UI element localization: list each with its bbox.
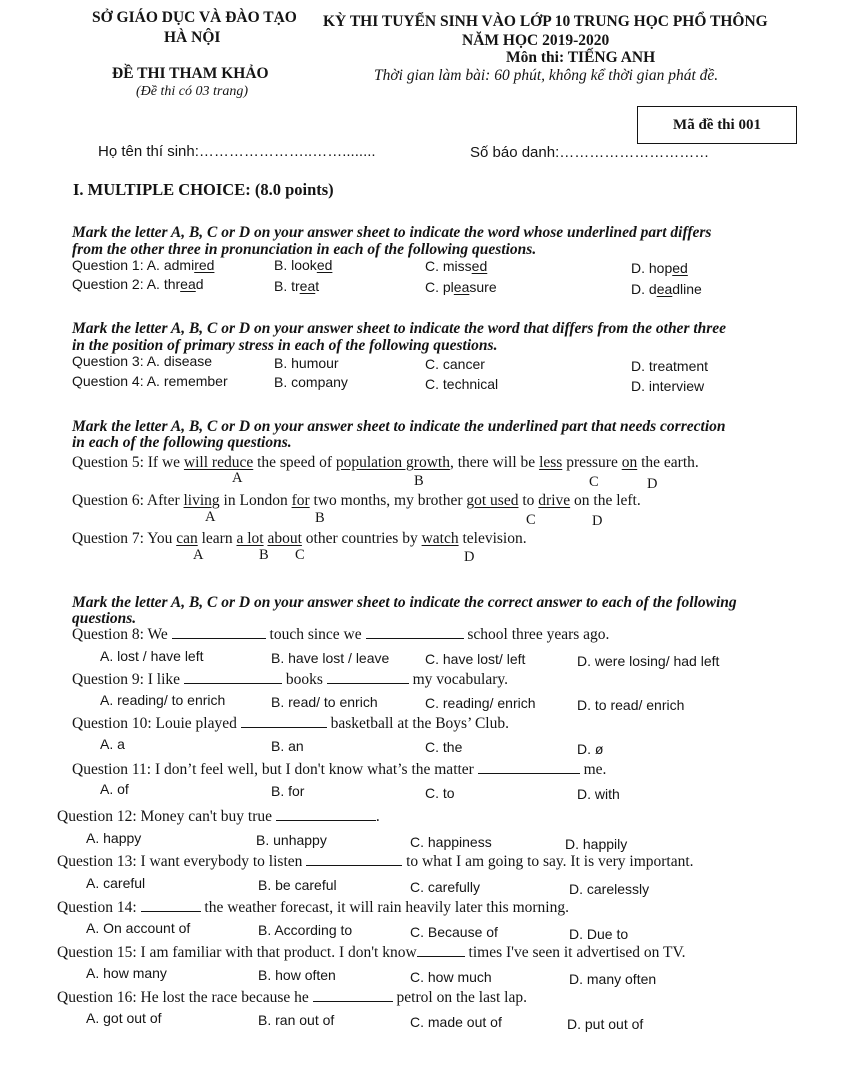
q10-option-b: B. an [271, 738, 304, 754]
q15-option-d: D. many often [569, 971, 657, 987]
q5-letter-b: B [414, 473, 424, 489]
q12-option-b: B. unhappy [256, 832, 327, 848]
school-year: NĂM HỌC 2019-2020 [462, 32, 610, 49]
q4-option-b: B. company [274, 374, 348, 390]
department-city: HÀ NỘI [164, 29, 221, 46]
q5-letter-c: C [589, 474, 599, 490]
q14-option-c: C. Because of [410, 924, 498, 940]
q11-option-a: A. of [100, 781, 129, 797]
q10-option-c: C. the [425, 739, 463, 755]
question-5: Question 5: If we will reduce the speed of population growth, there will be less pressure on the earth. [72, 454, 699, 471]
q7-letter-d: D [464, 549, 475, 565]
q13-option-b: B. be careful [258, 877, 337, 893]
q13-option-d: D. carelessly [569, 881, 650, 897]
q11-option-b: B. for [271, 783, 305, 799]
question-14: Question 14: the weather forecast, it will rain heavily later this morning. [57, 899, 569, 916]
q15-option-b: B. how often [258, 967, 336, 983]
time-note: Thời gian làm bài: 60 phút, không kể thời gian phát đề. [374, 67, 719, 84]
instruction-stress-line2: in the position of primary stress in each of the following questions. [72, 337, 498, 354]
q7-letter-a: A [193, 547, 204, 563]
q1-option-b: B. looked [274, 257, 333, 273]
q8-option-d: D. were losing/ had left [577, 653, 720, 669]
q1-option-c: C. missed [425, 258, 488, 274]
q13-option-a: A. careful [86, 875, 146, 891]
q10-option-a: A. a [100, 736, 125, 752]
q8-option-a: A. lost / have left [100, 648, 204, 664]
exam-code: Mã đề thi 001 [673, 116, 761, 133]
exam-title: KỲ THI TUYỂN SINH VÀO LỚP 10 TRUNG HỌC PHỔ THÔNG [323, 13, 768, 30]
q9-option-b: B. read/ to enrich [271, 694, 378, 710]
q7-letter-b: B [259, 547, 269, 563]
q15-option-c: C. how much [410, 969, 492, 985]
q9-option-d: D. to read/ enrich [577, 697, 685, 713]
q11-option-d: D. with [577, 786, 620, 802]
question-6: Question 6: After living in London for two months, my brother got used to drive on the left. [72, 492, 641, 509]
q14-option-b: B. According to [258, 922, 353, 938]
instruction-answer-line2: questions. [72, 610, 137, 627]
q2-option-c: C. pleasure [425, 279, 497, 295]
section-title: I. MULTIPLE CHOICE: (8.0 points) [73, 180, 334, 199]
question-3: Question 3: A. disease [72, 353, 213, 369]
q12-option-c: C. happiness [410, 834, 492, 850]
q13-option-c: C. carefully [410, 879, 481, 895]
q1-option-d: D. hoped [631, 260, 688, 276]
q2-option-b: B. treat [274, 278, 320, 294]
question-13: Question 13: I want everybody to listen to what I am going to say. It is very important. [57, 853, 694, 870]
instruction-pronunciation-line2: from the other three in pronunciation in each of the following questions. [72, 241, 537, 258]
reference-exam-label: ĐỀ THI THAM KHẢO [112, 65, 269, 82]
q6-letter-c: C [526, 512, 536, 528]
q14-option-a: A. On account of [86, 920, 191, 936]
candidate-id-field: Số báo danh:………………………… [470, 144, 710, 161]
exam-code-box [637, 106, 797, 144]
q8-option-c: C. have lost/ left [425, 651, 526, 667]
q6-letter-b: B [315, 510, 325, 526]
question-4: Question 4: A. remember [72, 373, 228, 389]
question-10: Question 10: Louie played basketball at the Boys’ Club. [72, 715, 509, 732]
question-2: Question 2: A. thread [72, 276, 204, 292]
q11-option-c: C. to [425, 785, 455, 801]
q9-option-a: A. reading/ to enrich [100, 692, 226, 708]
instruction-pronunciation-line1: Mark the letter A, B, C or D on your answer sheet to indicate the word whose underlined part differs [72, 224, 712, 241]
q2-option-d: D. deadline [631, 281, 702, 297]
question-8: Question 8: We touch since we school three years ago. [72, 626, 610, 643]
q5-letter-a: A [232, 470, 243, 486]
q8-option-b: B. have lost / leave [271, 650, 390, 666]
q15-option-a: A. how many [86, 965, 167, 981]
department-name: SỞ GIÁO DỤC VÀ ĐÀO TẠO [92, 9, 297, 26]
page-count-note: (Đề thi có 03 trang) [136, 84, 248, 99]
q4-option-c: C. technical [425, 376, 499, 392]
q16-option-a: A. got out of [86, 1010, 162, 1026]
q16-option-d: D. put out of [567, 1016, 644, 1032]
q7-letter-c: C [295, 547, 305, 563]
q6-letter-a: A [205, 509, 216, 525]
q3-option-d: D. treatment [631, 358, 709, 374]
question-7: Question 7: You can learn a lot about other countries by watch television. [72, 530, 527, 547]
q14-option-d: D. Due to [569, 926, 629, 942]
instruction-stress-line1: Mark the letter A, B, C or D on your answer sheet to indicate the word that differs from the other three [72, 320, 727, 337]
q12-option-a: A. happy [86, 830, 142, 846]
instruction-correction-line2: in each of the following questions. [72, 434, 292, 451]
candidate-name-field: Họ tên thí sinh:…………………..……........ [98, 143, 376, 160]
subject: Môn thi: TIẾNG ANH [506, 49, 656, 66]
q6-letter-d: D [592, 513, 603, 529]
q3-option-c: C. cancer [425, 356, 485, 372]
q16-option-c: C. made out of [410, 1014, 502, 1030]
question-1: Question 1: A. admired [72, 257, 215, 273]
instruction-answer-line1: Mark the letter A, B, C or D on your answer sheet to indicate the correct answer to each of the following [72, 594, 737, 611]
question-11: Question 11: I don’t feel well, but I don't know what’s the matter me. [72, 761, 607, 778]
q3-option-b: B. humour [274, 355, 339, 371]
question-12: Question 12: Money can't buy true . [57, 808, 380, 825]
q12-option-d: D. happily [565, 836, 628, 852]
question-9: Question 9: I like books my vocabulary. [72, 671, 509, 688]
q5-letter-d: D [647, 476, 658, 492]
question-15: Question 15: I am familiar with that product. I don't know times I've seen it advertised on TV. [57, 944, 686, 961]
q9-option-c: C. reading/ enrich [425, 695, 536, 711]
q4-option-d: D. interview [631, 378, 705, 394]
q16-option-b: B. ran out of [258, 1012, 335, 1028]
question-16: Question 16: He lost the race because he petrol on the last lap. [57, 989, 527, 1006]
q10-option-d: D. ø [577, 741, 604, 757]
instruction-correction-line1: Mark the letter A, B, C or D on your answer sheet to indicate the underlined part that needs correction [72, 418, 726, 435]
